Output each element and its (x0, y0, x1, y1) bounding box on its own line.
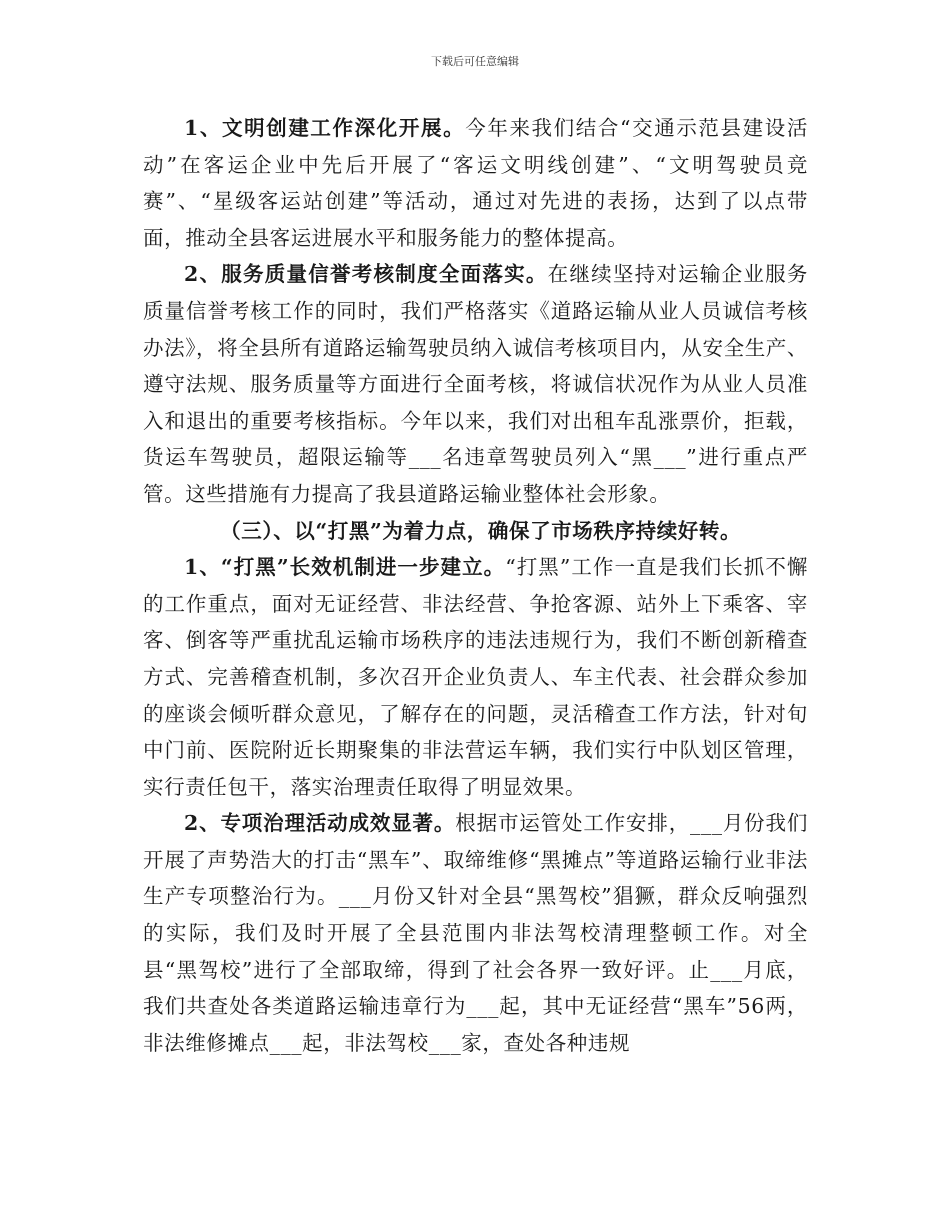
paragraph-text: 根据市运管处工作安排，___月份我们开展了声势浩大的打击“黑车”、取缔维修“黑摊点”等道路运输行业非法生产专项整治行为。___月份又针对全县“黑驾校”猖獗，群众反响强烈的实际，我们及时开展了全县范围内非法驾校清理整顿工作。对全县“黑驾校”进行了全部取缔，得到了社会各界一致好评。止___月底，我们共查处各类道路运输违章行为___起，其中无证经营“黑车”56两，非法维修摊点___起，非法驾校___家，查处各种违规 (143, 811, 808, 1055)
paragraph-lead: 2、专项治理活动成效显著。 (184, 811, 456, 836)
paragraph-lead: 1、文明创建工作深化开展。 (184, 116, 466, 140)
section-heading: （三）、以“打黑”为着力点，确保了市场秩序持续好转。 (220, 518, 742, 543)
page-header: 下载后可任意编辑 (431, 55, 519, 68)
paragraph-text: 在继续坚持对运输企业服务质量信誉考核工作的同时，我们严格落实《道路运输从业人员诚信考核办法》，将全县所有道路运输驾驶员纳入诚信考核项目内，从安全生产、遵守法规、服务质量等方面进行全面考核，将诚信状况作为从业人员准入和退出的重要考核指标。今年以来，我们对出租车乱涨票价，拒载，货运车驾驶员，超限运输等___名违章驾驶员列入“黑___”进行重点严管。这些措施有力提高了我县道路运输业整体社会形象。 (143, 262, 808, 506)
paragraph-special-campaign (143, 805, 808, 1061)
paragraph-text: “打黑”工作一直是我们长抓不懈的工作重点，面对无证经营、非法经营、争抢客源、站外上下乘客、宰客、倒客等严重扰乱运输市场秩序的违法违规行为，我们不断创新稽查方式、完善稽查机制，多次召开企业负责人、车主代表、社会群众参加的座谈会倾听群众意见，了解存在的问题，灵活稽查工作方法，针对旬中门前、医院附近长期聚集的非法营运车辆，我们实行中队划区管理，实行责任包干，落实治理责任取得了明显效果。 (143, 555, 808, 799)
paragraph-anti-illegal-mechanism (143, 549, 808, 805)
paragraph-lead: 1、“打黑”长效机制进一步建立。 (184, 555, 506, 580)
paragraph-credit-assessment (143, 256, 808, 512)
paragraph-civilization-creation (143, 110, 808, 256)
paragraph-text: 今年来我们结合“交通示范县建设活动”在客运企业中先后开展了“客运文明线创建”、“文明驾驶员竞赛”、“星级客运站创建”等活动，通过对先进的表扬，达到了以点带面，推动全县客运进展水平和服务能力的整体提高。 (143, 116, 808, 250)
paragraph-lead: 2、服务质量信誉考核制度全面落实。 (184, 262, 548, 287)
document-body (143, 110, 808, 1061)
